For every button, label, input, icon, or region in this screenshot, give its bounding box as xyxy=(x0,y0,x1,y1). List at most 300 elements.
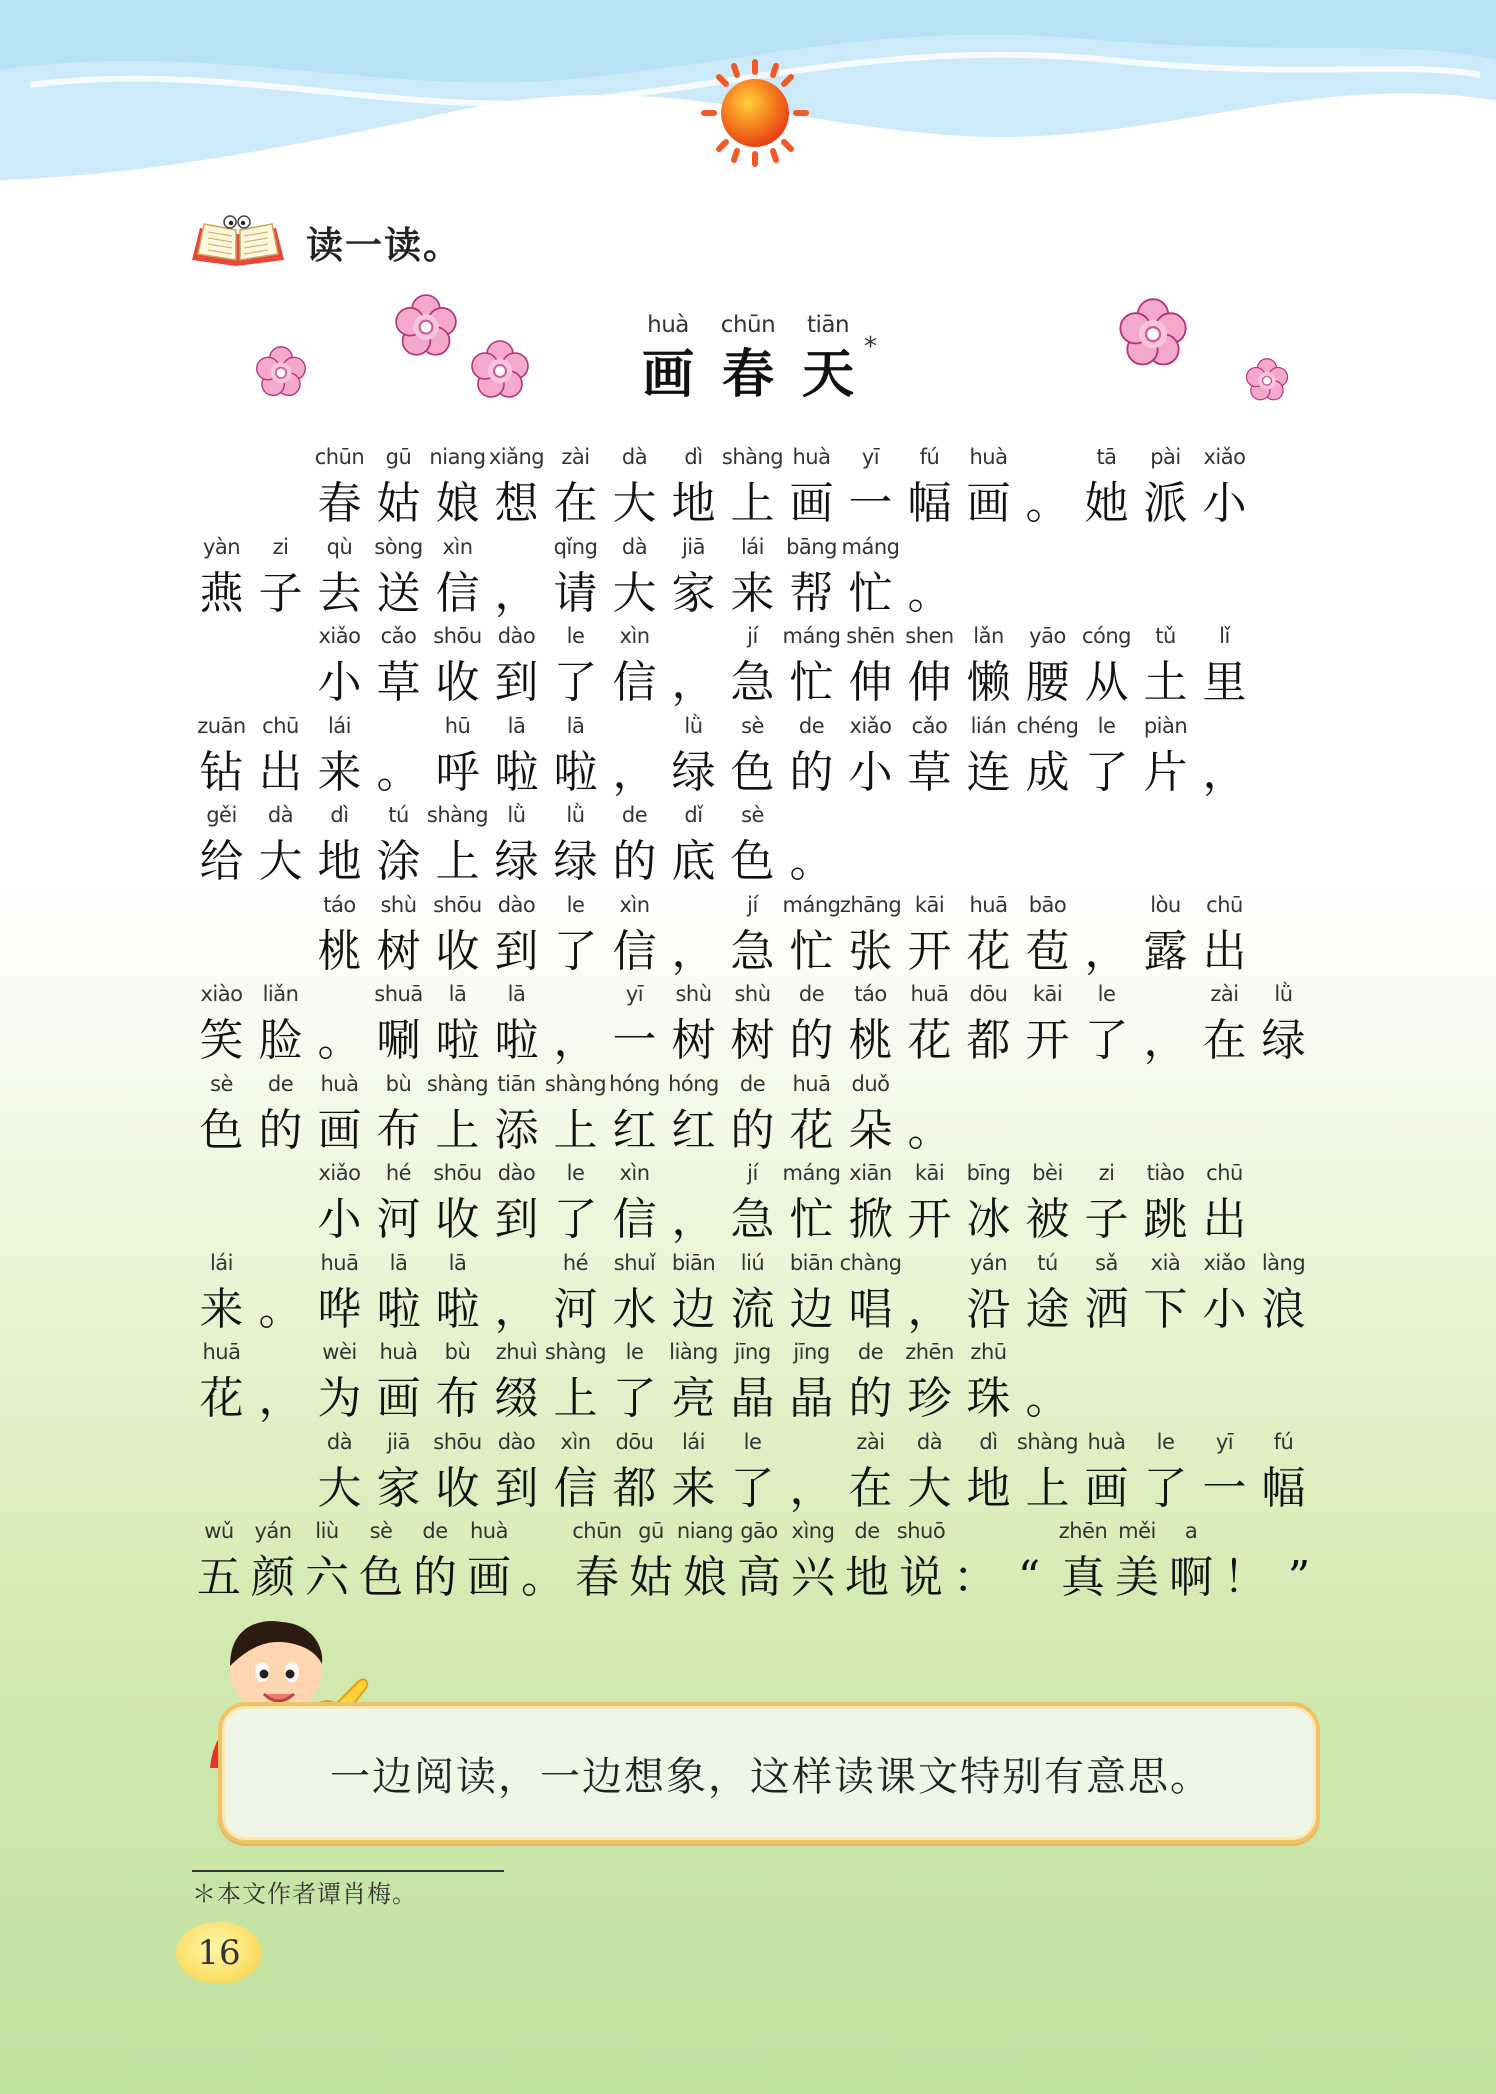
ruby-char xyxy=(900,709,959,803)
hanzi: 跳 xyxy=(1143,1194,1188,1245)
pinyin: hóng xyxy=(668,1072,719,1096)
ruby-char xyxy=(624,1514,678,1608)
page-number-badge xyxy=(176,1922,262,1984)
title-char xyxy=(628,308,708,408)
hanzi: 河 xyxy=(553,1284,598,1335)
pinyin: hū xyxy=(444,714,471,738)
ruby-char xyxy=(841,1425,900,1519)
pinyin: lǐ xyxy=(1219,624,1230,648)
ruby-char xyxy=(251,798,310,892)
pinyin: chūn xyxy=(720,312,776,338)
ruby-char xyxy=(369,888,428,982)
hanzi: 画 xyxy=(966,478,1011,529)
ruby-char xyxy=(487,798,546,892)
ruby-char xyxy=(487,1246,546,1340)
hanzi: 花 xyxy=(966,926,1011,977)
hanzi: 啦 xyxy=(435,1015,480,1066)
lesson-title xyxy=(628,308,868,408)
ruby-char xyxy=(782,709,841,803)
hanzi: 小 xyxy=(1202,1284,1247,1335)
pinyin: tiān xyxy=(497,1072,536,1096)
ruby-char xyxy=(782,977,841,1071)
ruby-char xyxy=(664,888,723,982)
hanzi: 。 xyxy=(521,1552,565,1603)
pinyin: máng xyxy=(782,1161,841,1185)
hanzi: ， xyxy=(671,926,716,977)
ruby-char xyxy=(664,1156,723,1250)
pinyin: dào xyxy=(497,1161,536,1185)
pinyin: sè xyxy=(741,803,764,827)
hanzi: ， xyxy=(1143,1015,1188,1066)
hanzi: 小 xyxy=(1202,478,1247,529)
hanzi: 了 xyxy=(612,1373,657,1424)
ruby-char xyxy=(487,1425,546,1519)
ruby-char xyxy=(1077,440,1136,534)
hanzi: 画 xyxy=(1084,1463,1129,1514)
pinyin: de xyxy=(857,1340,884,1364)
ruby-char xyxy=(664,798,723,892)
pinyin: yán xyxy=(254,1519,292,1543)
ruby-char xyxy=(782,1067,841,1161)
hanzi: 。 xyxy=(376,747,421,798)
ruby-char xyxy=(900,1246,959,1340)
hanzi: 她 xyxy=(1084,478,1129,529)
ruby-char xyxy=(1195,1425,1254,1519)
pinyin: biān xyxy=(671,1251,716,1275)
pinyin: máng xyxy=(782,893,841,917)
ruby-char xyxy=(1077,619,1136,713)
pinyin: jí xyxy=(747,624,758,648)
pinyin: wǔ xyxy=(204,1519,234,1543)
pinyin: fú xyxy=(919,445,940,469)
hanzi: 洒 xyxy=(1084,1284,1129,1335)
hanzi: ！ xyxy=(1223,1552,1267,1603)
ruby-char xyxy=(664,709,723,803)
hanzi: ” xyxy=(1287,1552,1311,1603)
hanzi: 出 xyxy=(1202,926,1247,977)
hanzi: 家 xyxy=(671,568,716,619)
pinyin: dì xyxy=(684,445,703,469)
hanzi: 唱 xyxy=(848,1284,893,1335)
pinyin: piàn xyxy=(1143,714,1188,738)
pinyin: shù xyxy=(380,893,417,917)
section-label-text: 读一读。 xyxy=(306,224,462,267)
pinyin: lǎn xyxy=(973,624,1004,648)
pinyin: de xyxy=(621,803,648,827)
ruby-char xyxy=(664,1246,723,1340)
text-line xyxy=(192,1335,1077,1429)
ruby-char xyxy=(310,888,369,982)
pinyin: dǐ xyxy=(684,803,703,827)
hanzi: 画 xyxy=(789,478,834,529)
pinyin: lòu xyxy=(1150,893,1181,917)
pinyin: shù xyxy=(734,982,771,1006)
ruby-char xyxy=(782,619,841,713)
hanzi: ， xyxy=(553,1015,598,1066)
hanzi: ， xyxy=(494,1284,539,1335)
ruby-char xyxy=(546,888,605,982)
title-char xyxy=(788,308,868,408)
ruby-char xyxy=(723,1335,782,1429)
ruby-char xyxy=(782,1425,841,1519)
ruby-char xyxy=(664,619,723,713)
hanzi: 露 xyxy=(1143,926,1188,977)
pinyin: dà xyxy=(267,803,294,827)
pinyin: fú xyxy=(1273,1430,1294,1454)
pinyin: de xyxy=(739,1072,766,1096)
hanzi: 河 xyxy=(376,1194,421,1245)
text-line xyxy=(192,619,1254,713)
ruby-char xyxy=(310,619,369,713)
ruby-char xyxy=(428,977,487,1071)
ruby-char xyxy=(1018,977,1077,1071)
ruby-char xyxy=(605,1425,664,1519)
hanzi: 晶 xyxy=(789,1373,834,1424)
ruby-char xyxy=(428,619,487,713)
pinyin: xiǎo xyxy=(849,714,892,738)
hanzi: 珠 xyxy=(966,1373,1011,1424)
pinyin: huā xyxy=(969,893,1008,917)
pinyin: bāng xyxy=(786,535,837,559)
ruby-char xyxy=(192,977,251,1071)
hanzi: 绿 xyxy=(671,747,716,798)
text-line xyxy=(192,1425,1313,1519)
text-line xyxy=(192,440,1254,534)
hanzi: 啦 xyxy=(376,1284,421,1335)
ruby-char xyxy=(1077,709,1136,803)
pinyin: shuā xyxy=(374,982,423,1006)
hanzi: 啦 xyxy=(494,747,539,798)
pinyin: gū xyxy=(385,445,412,469)
pinyin: dì xyxy=(979,1430,998,1454)
pinyin: de xyxy=(267,1072,294,1096)
hanzi: 花 xyxy=(199,1373,244,1424)
hanzi: 花 xyxy=(789,1105,834,1156)
ruby-char xyxy=(1018,1425,1077,1519)
pinyin: tǔ xyxy=(1155,624,1176,648)
hanzi: 画 xyxy=(641,344,694,405)
ruby-char xyxy=(428,888,487,982)
pinyin: liù xyxy=(315,1519,339,1543)
pinyin: cǎo xyxy=(911,714,948,738)
pinyin: shàng xyxy=(721,445,784,469)
pinyin: yán xyxy=(969,1251,1008,1275)
ruby-char xyxy=(605,888,664,982)
ruby-char xyxy=(1195,977,1254,1071)
ruby-char xyxy=(732,1514,786,1608)
ruby-char xyxy=(723,977,782,1071)
pinyin: shù xyxy=(675,982,712,1006)
hanzi: 啦 xyxy=(494,1015,539,1066)
ruby-char xyxy=(428,1156,487,1250)
ruby-char xyxy=(369,798,428,892)
pinyin: shōu xyxy=(433,1430,482,1454)
ruby-char xyxy=(1136,709,1195,803)
pinyin: xiǎo xyxy=(318,1161,361,1185)
pinyin: gāo xyxy=(740,1519,778,1543)
pinyin: dào xyxy=(497,893,536,917)
hanzi: 画 xyxy=(317,1105,362,1156)
pinyin: zhāng xyxy=(839,893,902,917)
pinyin: shàng xyxy=(426,1072,489,1096)
hanzi: 忙 xyxy=(848,568,893,619)
ruby-char xyxy=(723,1067,782,1161)
pinyin: liǎn xyxy=(262,982,299,1006)
ruby-char xyxy=(959,1246,1018,1340)
ruby-char xyxy=(723,888,782,982)
ruby-char xyxy=(310,977,369,1071)
ruby-char xyxy=(192,1246,251,1340)
pinyin: xìn xyxy=(619,893,650,917)
hanzi: 上 xyxy=(1025,1463,1070,1514)
pinyin: pài xyxy=(1150,445,1181,469)
ruby-char xyxy=(428,1246,487,1340)
hanzi: 色 xyxy=(730,747,775,798)
hanzi: 姑 xyxy=(376,478,421,529)
pinyin: táo xyxy=(323,893,356,917)
hanzi: 六 xyxy=(305,1552,349,1603)
ruby-char xyxy=(487,888,546,982)
ruby-char xyxy=(1077,1425,1136,1519)
open-book-icon xyxy=(188,214,288,270)
ruby-char xyxy=(1218,1514,1272,1608)
hanzi: ， xyxy=(671,1194,716,1245)
ruby-char xyxy=(369,1156,428,1250)
tip-text: 一边阅读，一边想象，这样读课文特别有意思。 xyxy=(330,1753,1212,1800)
hanzi: 请 xyxy=(553,568,598,619)
pinyin: de xyxy=(798,714,825,738)
pinyin: huà xyxy=(379,1340,418,1364)
hanzi: 桃 xyxy=(848,1015,893,1066)
pinyin: sǎ xyxy=(1095,1251,1118,1275)
hanzi: 掀 xyxy=(848,1194,893,1245)
ruby-char xyxy=(782,530,841,624)
ruby-char xyxy=(605,709,664,803)
hanzi: 都 xyxy=(966,1015,1011,1066)
pinyin: le xyxy=(1156,1430,1175,1454)
hanzi: ， xyxy=(1202,747,1247,798)
ruby-char xyxy=(1018,709,1077,803)
pinyin: huā xyxy=(910,982,949,1006)
pinyin: jīng xyxy=(734,1340,771,1364)
hanzi: 。 xyxy=(907,568,952,619)
ruby-char xyxy=(487,1067,546,1161)
ruby-char xyxy=(841,619,900,713)
hanzi: 水 xyxy=(612,1284,657,1335)
pinyin: táo xyxy=(854,982,887,1006)
hanzi: 涂 xyxy=(376,836,421,887)
hanzi: 流 xyxy=(730,1284,775,1335)
pinyin: yī xyxy=(861,445,880,469)
hanzi: 缀 xyxy=(494,1373,539,1424)
pinyin: yāo xyxy=(1029,624,1066,648)
tip-box xyxy=(218,1702,1320,1844)
ruby-char xyxy=(1077,1156,1136,1250)
hanzi: 在 xyxy=(848,1463,893,1514)
pinyin: lái xyxy=(740,535,765,559)
pinyin: shōu xyxy=(433,1161,482,1185)
pinyin: tiān xyxy=(806,312,850,338)
ruby-char xyxy=(1164,1514,1218,1608)
hanzi: 布 xyxy=(435,1373,480,1424)
hanzi: 了 xyxy=(730,1463,775,1514)
ruby-char xyxy=(487,530,546,624)
pinyin: chūn xyxy=(314,445,365,469)
pinyin: tā xyxy=(1096,445,1117,469)
ruby-char xyxy=(192,1514,246,1608)
pinyin: jiā xyxy=(681,535,706,559)
ruby-char xyxy=(310,1425,369,1519)
pinyin: kāi xyxy=(914,1161,945,1185)
ruby-char xyxy=(900,1156,959,1250)
pinyin: làng xyxy=(1261,1251,1306,1275)
text-line xyxy=(192,530,959,624)
hanzi: 一 xyxy=(848,478,893,529)
ruby-char xyxy=(354,1514,408,1608)
ruby-char xyxy=(516,1514,570,1608)
hanzi: 急 xyxy=(730,657,775,708)
ruby-char xyxy=(605,1246,664,1340)
ruby-char xyxy=(369,977,428,1071)
pinyin: gěi xyxy=(206,803,237,827)
ruby-char xyxy=(786,1514,840,1608)
hanzi: 都 xyxy=(612,1463,657,1514)
ruby-char xyxy=(605,798,664,892)
hanzi: 草 xyxy=(376,657,421,708)
hanzi: 了 xyxy=(553,926,598,977)
pinyin: xìn xyxy=(619,624,650,648)
hanzi: 连 xyxy=(966,747,1011,798)
hanzi: 来 xyxy=(671,1463,716,1514)
hanzi: 。 xyxy=(1025,1373,1070,1424)
hanzi: 呼 xyxy=(435,747,480,798)
hanzi: 里 xyxy=(1202,657,1247,708)
hanzi: 红 xyxy=(612,1105,657,1156)
hanzi: 小 xyxy=(317,657,362,708)
ruby-char xyxy=(840,1514,894,1608)
hanzi: 幅 xyxy=(1261,1463,1306,1514)
ruby-char xyxy=(428,1335,487,1429)
pinyin: huà xyxy=(320,1072,359,1096)
pinyin: xià xyxy=(1150,1251,1181,1275)
ruby-char xyxy=(1018,440,1077,534)
hanzi: 的 xyxy=(848,1373,893,1424)
ruby-char xyxy=(487,1156,546,1250)
pinyin: shōu xyxy=(433,893,482,917)
pinyin: yàn xyxy=(202,535,241,559)
pinyin: zhū xyxy=(970,1340,1007,1364)
ruby-char xyxy=(1136,619,1195,713)
pinyin: lǜ xyxy=(1274,982,1293,1006)
pinyin: bù xyxy=(385,1072,412,1096)
hanzi: 画 xyxy=(467,1552,511,1603)
pinyin: lián xyxy=(970,714,1007,738)
pinyin: huà xyxy=(470,1519,508,1543)
hanzi: 在 xyxy=(1202,1015,1247,1066)
hanzi: 花 xyxy=(907,1015,952,1066)
pinyin: qù xyxy=(326,535,353,559)
ruby-char xyxy=(605,619,664,713)
pinyin: zài xyxy=(856,1430,885,1454)
pinyin: xiǎo xyxy=(1203,1251,1246,1275)
pinyin: sè xyxy=(369,1519,393,1543)
pinyin: huà xyxy=(1087,1430,1126,1454)
hanzi: ， xyxy=(907,1284,952,1335)
pinyin: zuān xyxy=(197,714,246,738)
pinyin: huā xyxy=(320,1251,359,1275)
hanzi: 送 xyxy=(376,568,421,619)
ruby-char xyxy=(251,1335,310,1429)
pinyin: zi xyxy=(1098,1161,1115,1185)
ruby-char xyxy=(546,1067,605,1161)
ruby-char xyxy=(1056,1514,1110,1608)
ruby-char xyxy=(782,1246,841,1340)
ruby-char xyxy=(1195,440,1254,534)
ruby-char xyxy=(310,440,369,534)
pinyin: cóng xyxy=(1081,624,1132,648)
ruby-char xyxy=(1002,1514,1056,1608)
hanzi: 收 xyxy=(435,926,480,977)
pinyin: chū xyxy=(262,714,299,738)
pinyin: kāi xyxy=(1032,982,1063,1006)
pinyin: sè xyxy=(210,1072,233,1096)
ruby-char xyxy=(664,1425,723,1519)
ruby-char xyxy=(959,888,1018,982)
ruby-char xyxy=(1195,1156,1254,1250)
pinyin: hé xyxy=(385,1161,412,1185)
hanzi: 来 xyxy=(317,747,362,798)
ruby-char xyxy=(959,977,1018,1071)
hanzi: 娘 xyxy=(435,478,480,529)
text-line xyxy=(192,798,841,892)
ruby-char xyxy=(841,977,900,1071)
pinyin: xiǎo xyxy=(318,624,361,648)
ruby-char xyxy=(841,1246,900,1340)
pinyin: le xyxy=(566,1161,585,1185)
hanzi: ， xyxy=(671,657,716,708)
hanzi: 色 xyxy=(199,1105,244,1156)
ruby-char xyxy=(251,530,310,624)
hanzi: 小 xyxy=(317,1194,362,1245)
pinyin: zhēn xyxy=(905,1340,954,1364)
ruby-char xyxy=(900,1425,959,1519)
pinyin: shēn xyxy=(846,624,895,648)
hanzi: 娘 xyxy=(683,1552,727,1603)
ruby-char xyxy=(1195,709,1254,803)
pinyin: xìn xyxy=(619,1161,650,1185)
ruby-char xyxy=(900,619,959,713)
hanzi: 的 xyxy=(730,1105,775,1156)
ruby-char xyxy=(192,1067,251,1161)
hanzi: 出 xyxy=(258,747,303,798)
pinyin: huà xyxy=(969,445,1008,469)
pinyin: yī xyxy=(1215,1430,1234,1454)
ruby-char xyxy=(723,709,782,803)
footnote: ＊本文作者谭肖梅。 xyxy=(192,1880,417,1908)
ruby-char xyxy=(546,1425,605,1519)
hanzi: 家 xyxy=(376,1463,421,1514)
hanzi: 朵 xyxy=(848,1105,893,1156)
hanzi: 成 xyxy=(1025,747,1070,798)
hanzi: 春 xyxy=(317,478,362,529)
title-char xyxy=(708,308,788,408)
flower-icon xyxy=(1245,358,1289,402)
hanzi: 兴 xyxy=(791,1552,835,1603)
ruby-char xyxy=(959,619,1018,713)
ruby-char xyxy=(1136,977,1195,1071)
hanzi: 草 xyxy=(907,747,952,798)
ruby-char xyxy=(546,798,605,892)
